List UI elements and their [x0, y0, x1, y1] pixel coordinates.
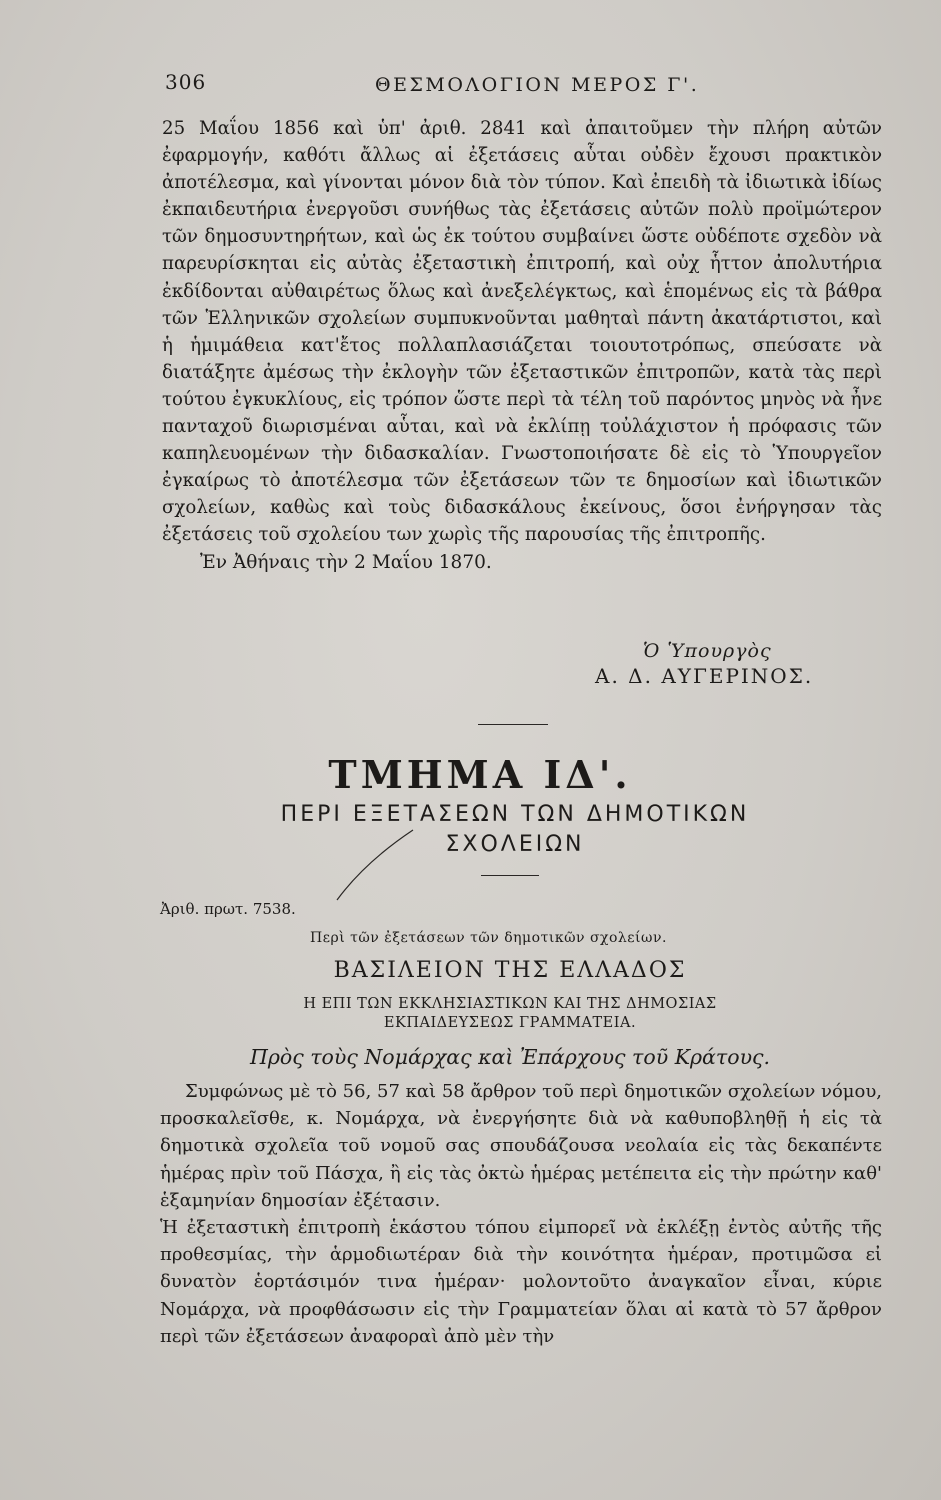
protocol-number: Ἀριθ. πρωτ. 7538. [160, 900, 296, 918]
kingdom-title: ΒΑΣΙΛΕΙΟΝ ΤΗΣ ΕΛΛΑΔΟΣ [333, 958, 687, 983]
running-title: ΘΕΣΜΟΛΟΓΙΟΝ ΜΕΡΟΣ Γ'. [375, 74, 700, 96]
page-number: 306 [165, 70, 207, 94]
signature-title: Ὁ Ὑπουργὸς [643, 640, 772, 662]
body-paragraph: 25 Μαΐου 1856 καὶ ὑπ' ἀριθ. 2841 καὶ ἀπαιτοῦμεν τὴν πλήρη αὐτῶν ἐφαρμογήν, καθότι ἄλλως αἱ ἐξετάσεις αὗται οὐδὲν ἔχουσι πρακτικὸν ἀποτέλεσμα, καὶ γίνονται μόνον διὰ τὸν τύπον. Καὶ ἐπειδὴ τὰ ἰδιωτικὰ ἰδίως ἐκπαιδευτήρια ἐνεργοῦσι συνήθως τὰς ἐξετάσεις αὐτῶν πολὺ προϊμώτερον τῶν δημοσυντηρήτων, καὶ ὡς ἐκ τούτου συμβαίνει ὥστε οὐδέποτε σχεδὸν νὰ παρευρίσκηται εἰς αὐτὰς ἐξεταστικὴ ἐπιτροπή, καὶ οὐχ ἧττον ἀπολυτήρια ἐκδίδονται αὐθαιρέτως ὅλως καὶ ἀνεξελέγκτως, καὶ ἑπομένως εἰς τὰ βάθρα τῶν Ἑλληνικῶν σχολείων συμπυκνοῦνται μαθηταὶ πάντη ἀκατάρτιστοι, καὶ ἡ ἡμιμάθεια κατ'ἔτος πολλαπλασιάζεται τοιουτοτρόπως, σπεύσατε νὰ διατάξητε ἀμέσως τὴν ἐκλογὴν τῶν ἐξεταστικῶν ἐπιτροπῶν, κατὰ τὰς περὶ τούτου ἐγκυκλίους, εἰς τρόπον ὥστε περὶ τὰ τέλη τοῦ παρόντος μηνὸς νὰ ἦνε πανταχοῦ διωρισμέναι αὗται, καὶ νὰ ἐκλίπῃ τοὐλάχιστον ἡ πρόφασις τῶν καπηλευομένων τὴν διδασκαλίαν. Γνωστοποιήσατε δὲ εἰς τὸ Ὑπουργεῖον ἐγκαίρως τὸ ἀποτέλεσμα τῶν ἐξετάσεων τῶν τε δημοσίων καὶ ἰδιωτικῶν σχολείων, καθὼς καὶ τοὺς διδασκάλους ἐκείνους, ὅσοι ἐνήργησαν τὰς ἐξετάσεις τοῦ σχολείου των χωρὶς τῆς παρουσίας τῆς ἐπιτροπῆς. [162, 118, 882, 546]
circular-body [160, 1078, 882, 1350]
ministry-title [200, 995, 820, 1033]
section-title: ΤΜΗΜΑ ΙΔ'. [328, 752, 632, 797]
addressee-line: Πρὸς τοὺς Νομάρχας καὶ Ἐπάρχους τοῦ Κράτους. [249, 1045, 771, 1069]
subject-line: Περὶ τῶν ἐξετάσεων τῶν δημοτικῶν σχολείων. [310, 930, 667, 946]
ministry-line2: ΕΚΠΑΙΔΕΥΣΕΩΣ ΓΡΑΜΜΑΤΕΙΑ. [383, 1015, 637, 1031]
section-heading-line2: ΣΧΟΛΕΙΩΝ [445, 832, 585, 857]
ministry-line1: Η ΕΠΙ ΤΩΝ ΕΚΚΛΗΣΙΑΣΤΙΚΩΝ ΚΑΙ ΤΗΣ ΔΗΜΟΣΙΑΣ [303, 996, 717, 1012]
divider-rule [481, 875, 539, 876]
body-paragraph: Ἡ ἐξεταστικὴ ἐπιτροπὴ ἑκάστου τόπου εἰμπορεῖ νὰ ἐκλέξῃ ἐντὸς αὐτῆς τῆς προθεσμίας, τὴν ἁρμοδιωτέραν διὰ τὴν κοινότητα ἡμέραν, προτιμῶσα εἰ δυνατὸν ἑορτάσιμόν τινα ἡμέραν· μολοντοῦτο ἀναγκαῖον εἶναι, κύριε Νομάρχα, νὰ προφθάσωσιν εἰς τὴν Γραμματείαν ὅλαι αἱ κατὰ τὸ 57 ἄρθρον περὶ τῶν ἐξετάσεων ἀναφοραὶ ἀπὸ μὲν τὴν [160, 1217, 882, 1347]
divider-rule [478, 724, 548, 725]
body-paragraph: Συμφώνως μὲ τὸ 56, 57 καὶ 58 ἄρθρον τοῦ περὶ δημοτικῶν σχολείων νόμου, προσκαλεῖσθε, κ. Νομάρχα, νὰ ἐνεργήσητε διὰ νὰ καθυποβληθῇ ἡ εἰς τὰ δημοτικὰ σχολεῖα τοῦ νομοῦ σας σπουδάζουσα νεολαία εἰς τὰς δεκαπέντε ἡμέρας πρὶν τοῦ Πάσχα, ἢ εἰς τὰς ὀκτὼ ἡμέρας μετέπειτα εἰς τὴν πρώτην καθ' ἑξαμηνίαν δημοσίαν ἐξέτασιν. [160, 1081, 882, 1211]
signature-block [595, 640, 895, 688]
signature-name: Α. Δ. ΑΥΓΕΡΙΝΟΣ. [595, 664, 814, 688]
circular-continuation [162, 115, 882, 577]
section-heading [200, 800, 830, 860]
pen-stroke-mark [335, 822, 415, 902]
page-header [165, 70, 885, 110]
section-heading-line1: ΠΕΡΙ ΕΞΕΤΑΣΕΩΝ ΤΩΝ ΔΗΜΟΤΙΚΩΝ [280, 802, 750, 827]
dateline: Ἐν Ἀθήναις τὴν 2 Μαΐου 1870. [200, 551, 492, 573]
